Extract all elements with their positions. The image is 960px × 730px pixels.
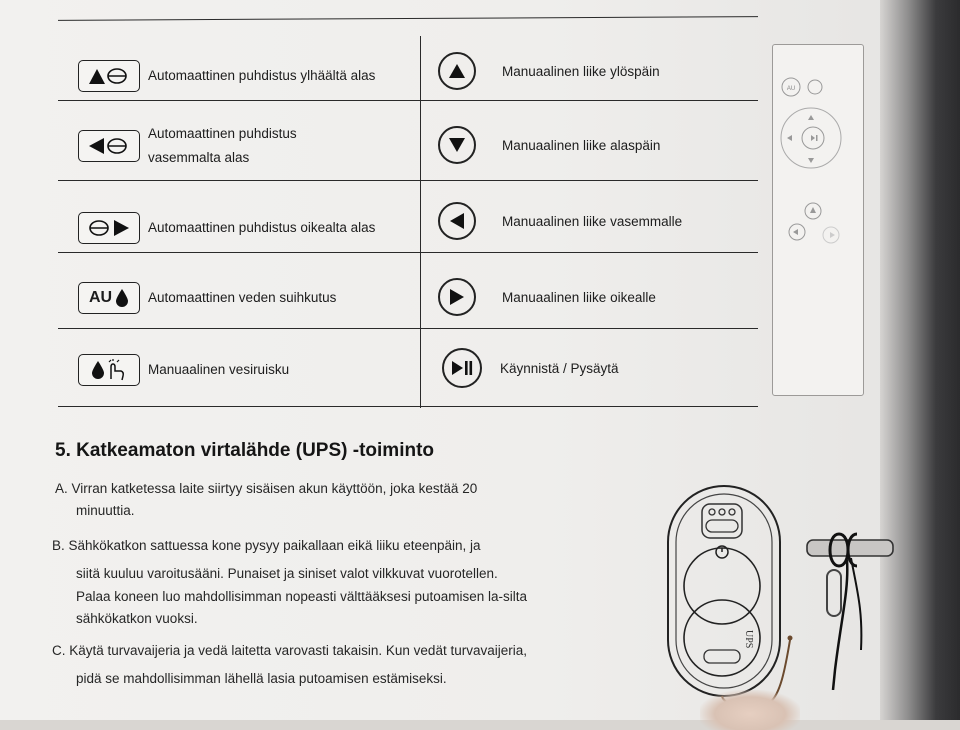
table-rule [58,100,758,101]
paragraph-c-line1: C. Käytä turvavaijeria ja vedä laitetta varovasti takaisin. Kun vedät turvavaijeria, [52,643,527,658]
table-left-label: Automaattinen puhdistus ylhäältä alas [148,68,376,83]
safety-rope-hook-illustration [805,530,895,695]
ups-label: UPS [743,630,754,649]
table-rule [58,252,758,253]
paragraph-b-line1: B. Sähkökatkon sattuessa kone pysyy paikallaan eikä liiku eteenpäin, ja [52,538,481,553]
paragraph-b-line4: sähkökatkon vuoksi. [76,611,198,626]
table-right-label: Manuaalinen liike ylöspäin [502,63,660,79]
table-column-divider [420,36,421,408]
remote-au-label: AU [786,86,796,92]
arrow-up-wipe-icon [78,60,140,92]
left-triangle-icon [438,202,476,240]
table-right-label: Käynnistä / Pysäytä [500,360,619,376]
table-rule [58,180,758,181]
arrow-left-wipe-icon [78,130,140,162]
paragraph-b-line2: siitä kuuluu varoitusääni. Punaiset ja siniset valot vilkkuvat vuorotellen. [76,566,498,581]
right-triangle-icon [438,278,476,316]
up-triangle-icon [438,52,476,90]
table-right-label: Manuaalinen liike alaspäin [502,137,661,153]
paragraph-c-line2: pidä se mahdollisimman lähellä lasia putoamisen estämiseksi. [76,671,447,686]
table-right-label: Manuaalinen liike oikealle [502,289,656,305]
table-row [78,122,297,170]
paragraph-a-line1: A. Virran katketessa laite siirtyy sisäisen akun käyttöön, joka kestää 20 [55,481,478,496]
paragraph-b-line3: Palaa koneen luo mahdollisimman nopeasti välttääksesi putoamisen la-silta [76,589,527,604]
paragraph-a-line2: minuuttia. [76,503,135,518]
remote-control-illustration [772,44,864,396]
table-left-label-line2: vasemmalta alas [148,150,250,165]
down-triangle-icon [438,126,476,164]
table-row [78,354,289,386]
table-right-label: Manuaalinen liike vasemmalle [502,213,683,229]
table-row [78,60,375,92]
table-row [438,126,660,164]
finger-blur [700,690,800,730]
wipe-arrow-right-icon [78,212,140,244]
table-left-label: Manuaalinen vesiruisku [148,362,290,377]
button-function-table [58,18,758,408]
table-row [438,52,660,90]
table-row [78,282,336,314]
table-row [442,348,619,388]
table-row [78,212,375,244]
table-row [438,202,682,240]
play-pause-icon [442,348,482,388]
drop-hand-icon [78,354,140,386]
window-robot-illustration [640,480,810,725]
au-drop-icon [78,282,140,314]
section-heading: 5. Katkeamaton virtalähde (UPS) -toiminto [55,440,435,461]
table-left-label: Automaattinen puhdistus oikealta alas [148,220,376,235]
table-rule [58,406,758,407]
table-row [438,278,656,316]
table-left-label-line1: Automaattinen puhdistus [148,126,297,141]
table-rule [58,328,758,329]
au-key-text: AU [88,289,113,306]
table-left-label: Automaattinen veden suihkutus [148,290,337,305]
